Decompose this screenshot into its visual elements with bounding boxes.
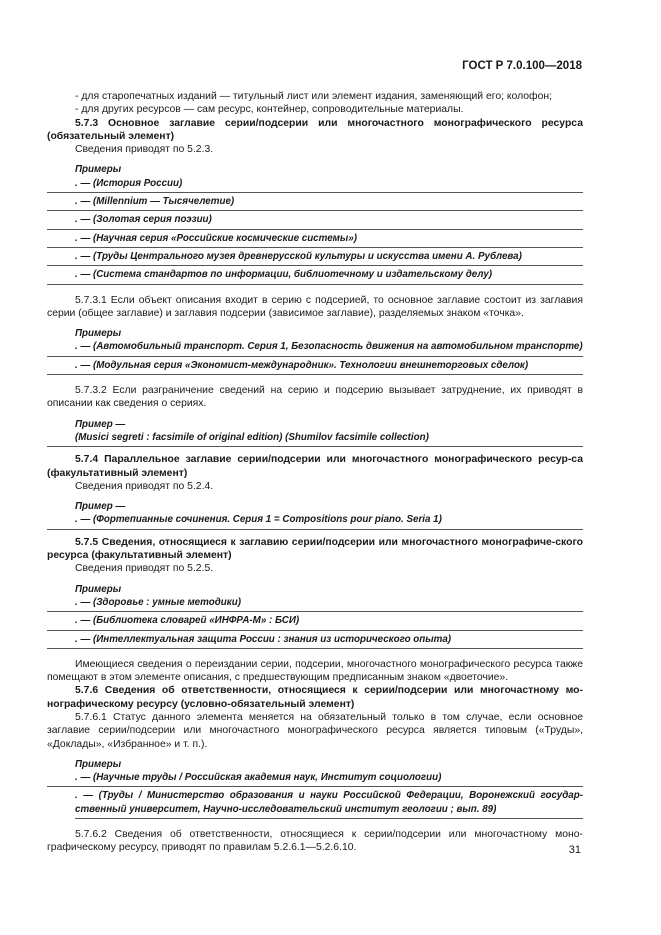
paragraph-5-7-6-2: 5.7.6.2 Сведения об ответственности, относящиеся к серии/подсерии или многочастному моно-графическому ресурсу, приводят по правилам 5.2.6.1—5.2.6.10. bbox=[47, 829, 583, 854]
section-heading-5-7-4: 5.7.4 Параллельное заглавие серии/подсерии или многочастного монографического ресур-са (факультативный элемент) bbox=[47, 454, 583, 479]
section-heading-5-7-6: 5.7.6 Сведения об ответственности, относящиеся к серии/подсерии или многочастному мо-нографическому ресурсу (условно-обязательный элемент) bbox=[47, 685, 583, 710]
section-heading-5-7-5: 5.7.5 Сведения, относящиеся к заглавию серии/подсерии или многочастного монографиче-ского ресурса (факультативный элемент) bbox=[47, 536, 583, 562]
example-line: . — (История России) bbox=[47, 177, 583, 193]
section-heading-5-7-3: 5.7.3 Основное заглавие серии/подсерии или многочастного монографического ресурса (обязательный элемент) bbox=[47, 117, 583, 142]
example-line: (Musici segreti : facsimile of original edition) (Shumilov facsimile collection) bbox=[47, 431, 583, 447]
example-line: . — (Труды Центрального музея древнерусской культуры и искусства имени А. Рублева) bbox=[47, 250, 583, 266]
examples-label: Примеры bbox=[75, 758, 122, 770]
example-label: Пример — bbox=[75, 418, 126, 430]
example-line: . — (Интеллектуальная защита России : знания из исторического опыта) bbox=[47, 633, 583, 649]
example-line: . — (Труды / Министерство образования и науки Российской Федерации, Воронежский государ-ственный университет, Научно-исследовательский институт геологии ; вып. 89) bbox=[75, 789, 583, 819]
page-content bbox=[47, 90, 583, 855]
section-reference: Сведения приводят по 5.2.5. bbox=[75, 563, 214, 575]
examples-label: Примеры bbox=[75, 583, 122, 595]
example-line: . — (Научные труды / Российская академия наук, Институт социологии) bbox=[47, 771, 583, 787]
paragraph-5-7-6-1: 5.7.6.1 Статус данного элемента меняется на обязательный только в том случае, если основное заглавие серии/подсерии или многочастного монографического ресурса является типовым («Труды», «Доклады», «Избранное» и т. п.). bbox=[47, 711, 583, 750]
example-line: . — (Автомобильный транспорт. Серия 1, Безопасность движения на автомобильном транспорте) bbox=[47, 340, 583, 356]
page-number: 31 bbox=[568, 844, 581, 856]
section-reference: Сведения приводят по 5.2.4. bbox=[75, 480, 214, 492]
section-reference: Сведения приводят по 5.2.3. bbox=[75, 144, 214, 156]
example-label: Пример — bbox=[75, 501, 126, 513]
example-line: . — (Здоровье : умные методики) bbox=[47, 596, 583, 612]
example-line: . — (Модульная серия «Экономист-международник». Технологии внешнеторговых сделок) bbox=[47, 359, 583, 375]
paragraph-note: Имеющиеся сведения о переиздании серии, подсерии, многочастного монографического ресурса также помещают в этом элементе описания, с предшествующим предписанным знаком «двоеточие». bbox=[47, 658, 583, 684]
document-code: ГОСТ Р 7.0.100—2018 bbox=[462, 60, 582, 72]
list-item: - для других ресурсов — сам ресурс, контейнер, сопроводительные материалы. bbox=[75, 104, 464, 116]
list-item: - для старопечатных изданий — титульный лист или элемент издания, заменяющий его; колофон; bbox=[75, 91, 552, 102]
paragraph-5-7-3-1: 5.7.3.1 Если объект описания входит в серию с подсерией, то основное заглавие состоит из заглавия серии (общее заглавие) и заглавия подсерии (зависимое заглавие), разделяемых знаком «точка». bbox=[47, 294, 583, 319]
example-line: . — (Библиотека словарей «ИНФРА-М» : БСИ) bbox=[47, 614, 583, 630]
example-line: . — (Золотая серия поэзии) bbox=[47, 213, 583, 229]
paragraph-5-7-3-2: 5.7.3.2 Если разграничение сведений на серию и подсерию вызывает затруднение, их приводят в описании как сведения о сериях. bbox=[47, 385, 583, 410]
example-line: . — (Научная серия «Российские космические системы») bbox=[47, 232, 583, 248]
examples-label: Примеры bbox=[75, 164, 122, 176]
example-line: . — (Millennium — Тысячелетие) bbox=[47, 195, 583, 211]
example-line: . — (Система стандартов по информации, библиотечному и издательскому делу) bbox=[47, 268, 583, 284]
example-line: . — (Фортепианные сочинения. Серия 1 = Compositions pour piano. Seria 1) bbox=[47, 513, 583, 529]
examples-label: Примеры bbox=[75, 328, 122, 340]
